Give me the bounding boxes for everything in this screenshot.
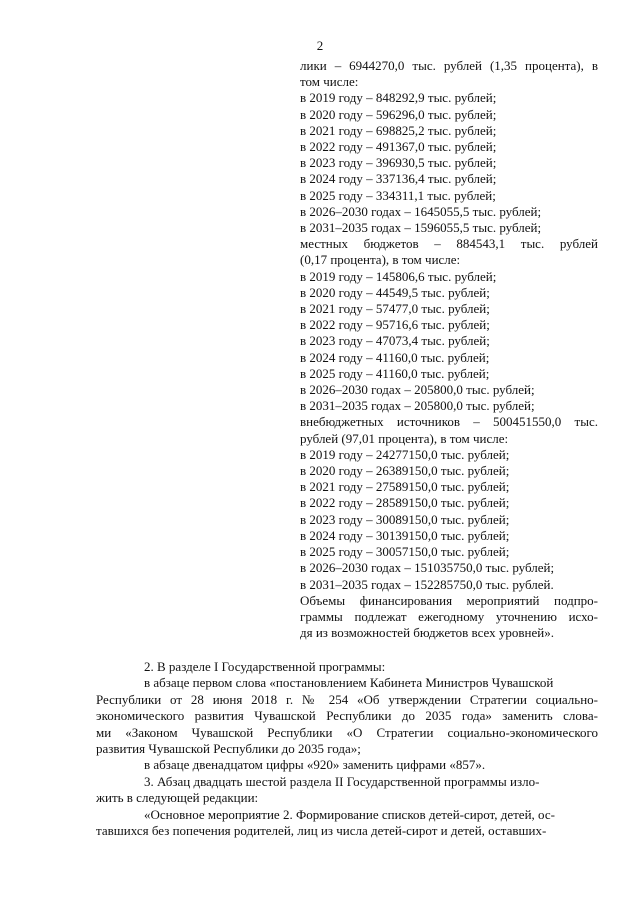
text-line: в 2031–2035 годах – 152285750,0 тыс. рублей. (300, 576, 554, 592)
text-line: внебюджетных источников – 500451550,0 тыс. (300, 414, 598, 430)
text-line: в 2021 году – 698825,2 тыс. рублей; (300, 122, 497, 138)
paragraph-line: «Основное мероприятие 2. Формирование списков детей-сирот, детей, ос- (144, 806, 555, 822)
paragraph-line: экономического развития Чувашской Республики до 2035 года» заменить слова- (96, 708, 598, 724)
text-line: в 2019 году – 24277150,0 тыс. рублей; (300, 446, 510, 462)
text-line: дя из возможностей бюджетов всех уровней». (300, 625, 554, 641)
text-line: в 2019 году – 848292,9 тыс. рублей; (300, 90, 497, 106)
text-line: в 2021 году – 57477,0 тыс. рублей; (300, 301, 490, 317)
text-line: в 2021 году – 27589150,0 тыс. рублей; (300, 479, 510, 495)
text-line: в 2025 году – 334311,1 тыс. рублей; (300, 187, 496, 203)
text-line: в 2026–2030 годах – 1645055,5 тыс. рублей; (300, 203, 542, 219)
text-line: в 2025 году – 30057150,0 тыс. рублей; (300, 544, 510, 560)
paragraph-line: в абзаце первом слова «постановлением Кабинета Министров Чувашской (144, 675, 554, 691)
text-line: в 2022 году – 28589150,0 тыс. рублей; (300, 495, 510, 511)
text-line: граммы подлежат ежегодному уточнению исхо- (300, 608, 598, 624)
text-line: в 2026–2030 годах – 151035750,0 тыс. рублей; (300, 560, 555, 576)
text-line: в 2019 году – 145806,6 тыс. рублей; (300, 268, 497, 284)
text-line: в 2025 году – 41160,0 тыс. рублей; (300, 365, 490, 381)
text-line: в 2020 году – 44549,5 тыс. рублей; (300, 284, 490, 300)
text-line: Объемы финансирования мероприятий подпро- (300, 592, 598, 608)
text-line: в 2031–2035 годах – 1596055,5 тыс. рублей; (300, 220, 542, 236)
text-line: в 2023 году – 30089150,0 тыс. рублей; (300, 511, 510, 527)
text-line: лики – 6944270,0 тыс. рублей (1,35 процента), в (300, 58, 598, 73)
paragraph-line: в абзаце двенадцатом цифры «920» заменить цифрами «857». (144, 757, 486, 773)
text-line: местных бюджетов – 884543,1 тыс. рублей (300, 236, 598, 252)
page-number: 2 (316, 38, 324, 53)
paragraph-line: 3. Абзац двадцать шестой раздела II Государственной программы изло- (144, 773, 540, 789)
text-line: в 2022 году – 95716,6 тыс. рублей; (300, 317, 490, 333)
text-line: в 2022 году – 491367,0 тыс. рублей; (300, 139, 497, 155)
text-line: в 2023 году – 47073,4 тыс. рублей; (300, 333, 490, 349)
paragraph-line: 2. В разделе I Государственной программы: (144, 659, 386, 674)
text-line: (0,17 процента), в том числе: (300, 252, 461, 268)
document-body (96, 659, 598, 839)
text-line: в 2020 году – 26389150,0 тыс. рублей; (300, 463, 510, 479)
paragraph-line: Республики от 28 июня 2018 г. № 254 «Об утверждении Стратегии социально- (96, 691, 598, 707)
text-line: в 2024 году – 337136,4 тыс. рублей; (300, 171, 497, 187)
text-line: в 2023 году – 396930,5 тыс. рублей; (300, 155, 497, 171)
text-line: в 2020 году – 596296,0 тыс. рублей; (300, 106, 497, 122)
financing-column (300, 58, 598, 641)
text-line: в 2026–2030 годах – 205800,0 тыс. рублей; (300, 382, 535, 398)
text-line: в 2031–2035 годах – 205800,0 тыс. рублей; (300, 398, 535, 414)
paragraph-line: тавшихся без попечения родителей, лиц из числа детей-сирот и детей, оставших- (96, 823, 547, 839)
paragraph-line: развития Чувашской Республики до 2035 года»; (96, 741, 361, 757)
text-line: в 2024 году – 30139150,0 тыс. рублей; (300, 527, 510, 543)
paragraph-line: жить в следующей редакции: (96, 790, 259, 806)
text-line: в 2024 году – 41160,0 тыс. рублей; (300, 349, 490, 365)
text-line: том числе: (300, 74, 359, 90)
paragraph-line: ми «Законом Чувашской Республики «О Стратегии социально-экономического (96, 724, 598, 740)
text-line: рублей (97,01 процента), в том числе: (300, 430, 509, 446)
